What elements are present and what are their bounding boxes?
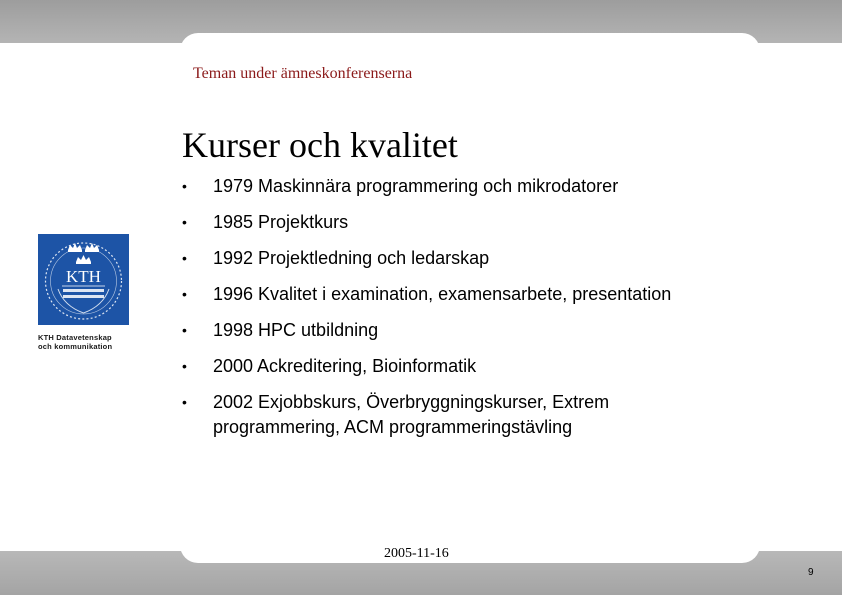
bullet-text: 1998 HPC utbildning <box>213 320 379 340</box>
bullet-text: 1992 Projektledning och ledarskap <box>213 248 490 268</box>
footer-date: 2005-11-16 <box>384 546 449 561</box>
bullet-text: 2000 Ackreditering, Bioinformatik <box>213 356 477 376</box>
list-item <box>180 282 740 307</box>
logo-caption-line2: och kommunikation <box>38 342 113 351</box>
list-item <box>180 354 740 379</box>
logo-caption <box>38 333 148 351</box>
bullet-marker: • <box>182 358 187 374</box>
bullet-marker: • <box>182 250 187 266</box>
kth-emblem-icon <box>38 234 129 325</box>
slide-title: Kurser och kvalitet <box>182 125 458 165</box>
bullet-text: 1985 Projektkurs <box>213 212 349 232</box>
page-number: 9 <box>808 567 814 578</box>
logo-caption-line1: KTH Datavetenskap <box>38 333 112 342</box>
list-item <box>180 246 740 271</box>
list-item <box>180 318 740 343</box>
list-item <box>180 390 740 440</box>
logo-emblem-text: KTH <box>66 267 101 286</box>
kth-logo <box>38 234 129 325</box>
header-title: Teman under ämneskonferenserna <box>193 65 413 82</box>
bullet-text: 1979 Maskinnära programmering och mikrodatorer <box>213 176 619 196</box>
bullet-marker: • <box>182 214 187 230</box>
bullet-list <box>180 174 740 451</box>
bullet-text: 1996 Kvalitet i examination, examensarbete, presentation <box>213 284 672 304</box>
bullet-marker: • <box>182 394 187 410</box>
list-item <box>180 210 740 235</box>
bullet-marker: • <box>182 322 187 338</box>
bullet-marker: • <box>182 178 187 194</box>
bullet-marker: • <box>182 286 187 302</box>
bullet-text: 2002 Exjobbskurs, Överbryggningskurser, Extrem programmering, ACM programmeringstävling <box>213 392 610 437</box>
list-item <box>180 174 740 199</box>
